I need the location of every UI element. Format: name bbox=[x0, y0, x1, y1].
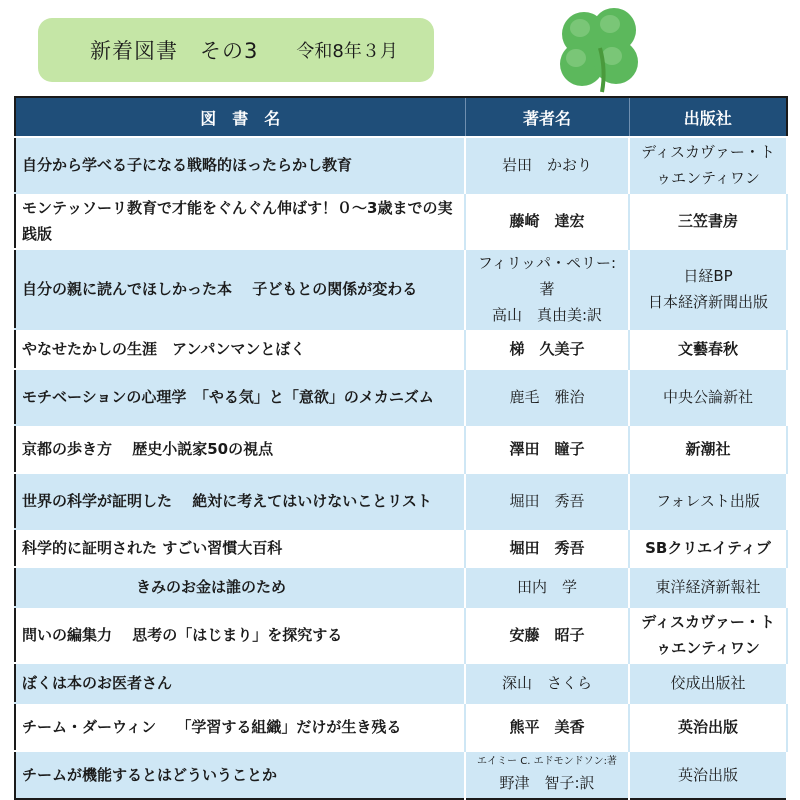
book-author: 鹿毛 雅治 bbox=[465, 369, 629, 425]
table-row bbox=[15, 567, 787, 607]
book-title: 世界の科学が証明した 絶対に考えてはいけないことリスト bbox=[15, 473, 465, 529]
book-author: 藤崎 達宏 bbox=[465, 193, 629, 249]
book-author: 堀田 秀吾 bbox=[465, 473, 629, 529]
book-publisher: 東洋経済新報社 bbox=[629, 567, 787, 607]
table-row bbox=[15, 369, 787, 425]
col-publisher: 出版社 bbox=[629, 97, 787, 137]
book-publisher: 英治出版 bbox=[629, 703, 787, 751]
book-title: やなせたかしの生涯 アンパンマンとぼく bbox=[15, 329, 465, 369]
book-publisher: フォレスト出版 bbox=[629, 473, 787, 529]
book-author: 深山 さくら bbox=[465, 663, 629, 703]
table-row bbox=[15, 329, 787, 369]
table-header bbox=[15, 97, 787, 137]
book-author: 熊平 美香 bbox=[465, 703, 629, 751]
book-publisher: 佼成出版社 bbox=[629, 663, 787, 703]
book-author bbox=[465, 751, 629, 799]
book-publisher: 中央公論新社 bbox=[629, 369, 787, 425]
col-author: 著者名 bbox=[465, 97, 629, 137]
table-row bbox=[15, 607, 787, 663]
book-author: 澤田 瞳子 bbox=[465, 425, 629, 473]
book-title: きみのお金は誰のため bbox=[15, 567, 465, 607]
table-row bbox=[15, 193, 787, 249]
publisher-line: 日経BP bbox=[683, 267, 733, 285]
book-title: チーム・ダーウィン 「学習する組織」だけが生き残る bbox=[15, 703, 465, 751]
book-title: モチベーションの心理学 「やる気」と「意欲」のメカニズム bbox=[15, 369, 465, 425]
author-translator: 高山 真由美:訳 bbox=[491, 306, 603, 324]
clover-icon bbox=[540, 0, 660, 98]
book-title: 科学的に証明された すごい習慣大百科 bbox=[15, 529, 465, 567]
book-publisher: 英治出版 bbox=[629, 751, 787, 799]
book-publisher: SBクリエイティブ bbox=[629, 529, 787, 567]
book-author: 岩田 かおり bbox=[465, 137, 629, 193]
book-publisher bbox=[629, 249, 787, 329]
author-translator: 野津 智子:訳 bbox=[499, 774, 595, 792]
issue-date: 令和8年３月 bbox=[296, 41, 398, 62]
book-author: 堀田 秀吾 bbox=[465, 529, 629, 567]
table-row bbox=[15, 529, 787, 567]
author-original: フィリッパ・ペリー:著 bbox=[477, 254, 617, 298]
book-title: 京都の歩き方 歴史小説家50の視点 bbox=[15, 425, 465, 473]
book-title: 問いの編集力 思考の「はじまり」を探究する bbox=[15, 607, 465, 663]
new-books-table bbox=[14, 96, 788, 800]
book-title: モンテッソーリ教育で才能をぐんぐん伸ばす！０～3歳までの実践版 bbox=[15, 193, 465, 249]
col-title: 図 書 名 bbox=[15, 97, 465, 137]
page-title: 新着図書 その3 bbox=[90, 39, 259, 63]
table-row bbox=[15, 425, 787, 473]
book-publisher: 新潮社 bbox=[629, 425, 787, 473]
publisher-line: 日本経済新聞出版 bbox=[647, 293, 768, 311]
header-banner bbox=[38, 18, 434, 82]
book-publisher: ディスカヴァー・トゥエンティワン bbox=[629, 607, 787, 663]
table-row bbox=[15, 137, 787, 193]
table-row bbox=[15, 663, 787, 703]
book-author: 梯 久美子 bbox=[465, 329, 629, 369]
book-author bbox=[465, 249, 629, 329]
book-publisher: 三笠書房 bbox=[629, 193, 787, 249]
table-row bbox=[15, 703, 787, 751]
book-title: ぼくは本のお医者さん bbox=[15, 663, 465, 703]
book-title: チームが機能するとはどういうことか bbox=[15, 751, 465, 799]
author-original: エイミー C. エドモンドソン:著 bbox=[477, 756, 617, 767]
book-title: 自分の親に読んでほしかった本 子どもとの関係が変わる bbox=[15, 249, 465, 329]
book-publisher: 文藝春秋 bbox=[629, 329, 787, 369]
book-author: 田内 学 bbox=[465, 567, 629, 607]
book-publisher: ディスカヴァー・トゥエンティワン bbox=[629, 137, 787, 193]
book-author: 安藤 昭子 bbox=[465, 607, 629, 663]
table-row bbox=[15, 751, 787, 799]
book-title: 自分から学べる子になる戦略的ほったらかし教育 bbox=[15, 137, 465, 193]
table-row bbox=[15, 249, 787, 329]
table-row bbox=[15, 473, 787, 529]
